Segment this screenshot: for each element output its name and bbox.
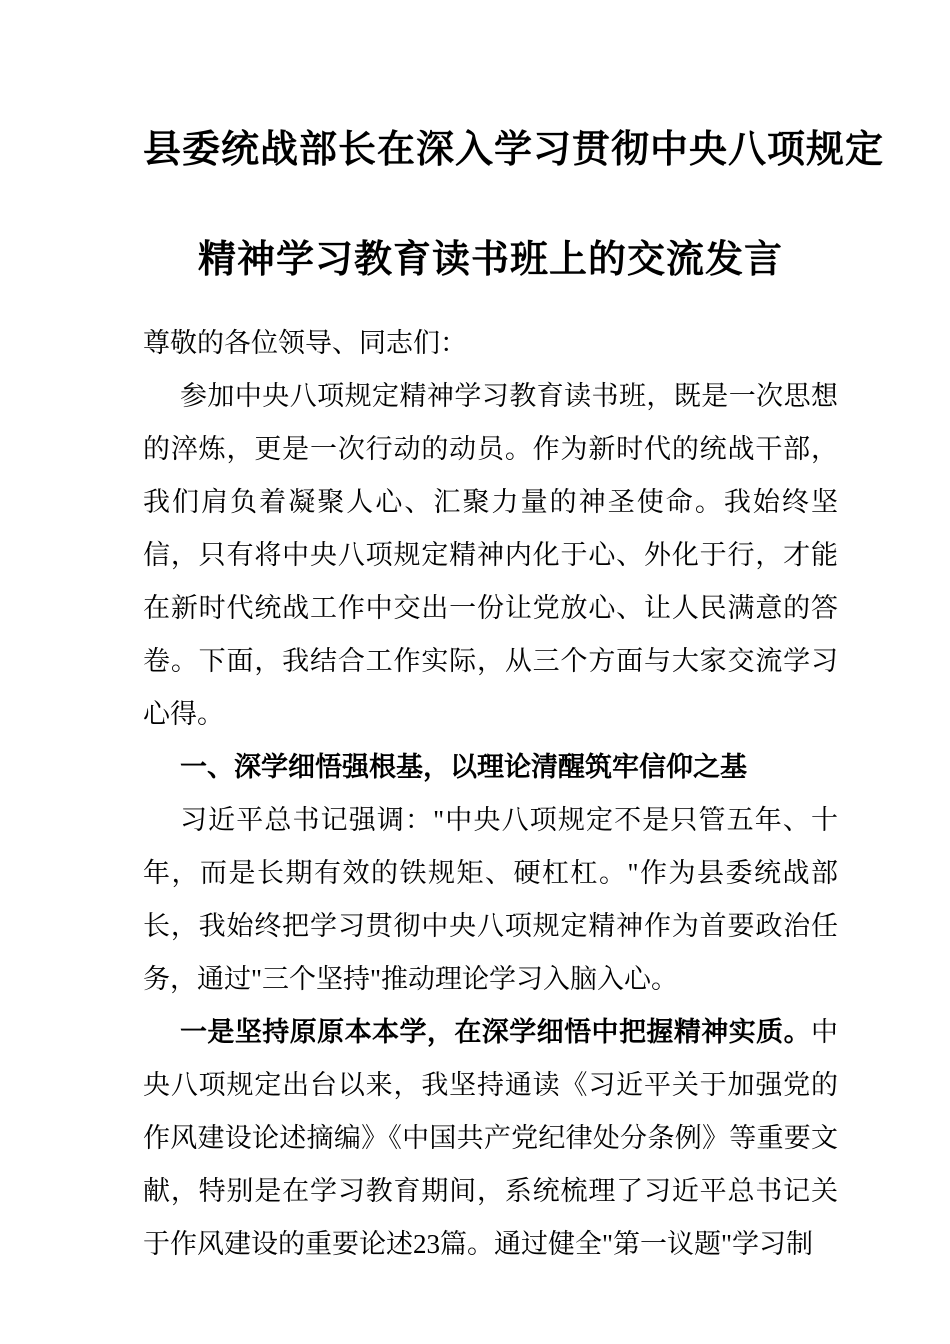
section-heading-1: 一、深学细悟强根基，以理论清醒筑牢信仰之基 <box>180 752 747 782</box>
paragraph-introduction: 参加中央八项规定精神学习教育读书班，既是一次思想的淬炼，更是一次行动的动员。作为新时代的统战干部，我们肩负着凝聚人心、汇聚力量的神圣使命。我始终坚信，只有将中央八项规定精神内化于心、外化于行，才能在新时代统战工作中交出一份让党放心、让人民满意的答卷。下面，我结合工作实际，从三个方面与大家交流学习心得。 <box>143 381 838 729</box>
paragraph-point-one-lead: 一是坚持原原本本学，在深学细悟中把握精神实质。 <box>180 1017 811 1047</box>
document-title <box>143 95 885 315</box>
title-line-1: 县委统战部长在深入学习贯彻中央八项规定 <box>143 129 885 171</box>
document-body <box>143 317 838 1271</box>
paragraph-theory-study: 习近平总书记强调："中央八项规定不是只管五年、十年，而是长期有效的铁规矩、硬杠杠。"作为县委统战部长，我始终把学习贯彻中央八项规定精神作为首要政治任务，通过"三个坚持"推动理论学习入脑入心。 <box>143 805 838 994</box>
paragraph-point-one-text: 中央八项规定出台以来，我坚持通读《习近平关于加强党的作风建设论述摘编》《中国共产党纪律处分条例》等重要文献，特别是在学习教育期间，系统梳理了习近平总书记关于作风建设的重要论述23篇。通过健全"第一议题"学习制 <box>143 1017 838 1259</box>
title-line-2: 精神学习教育读书班上的交流发言 <box>197 239 783 281</box>
salutation: 尊敬的各位领导、同志们： <box>143 328 467 358</box>
paragraph-point-one <box>143 1006 838 1271</box>
